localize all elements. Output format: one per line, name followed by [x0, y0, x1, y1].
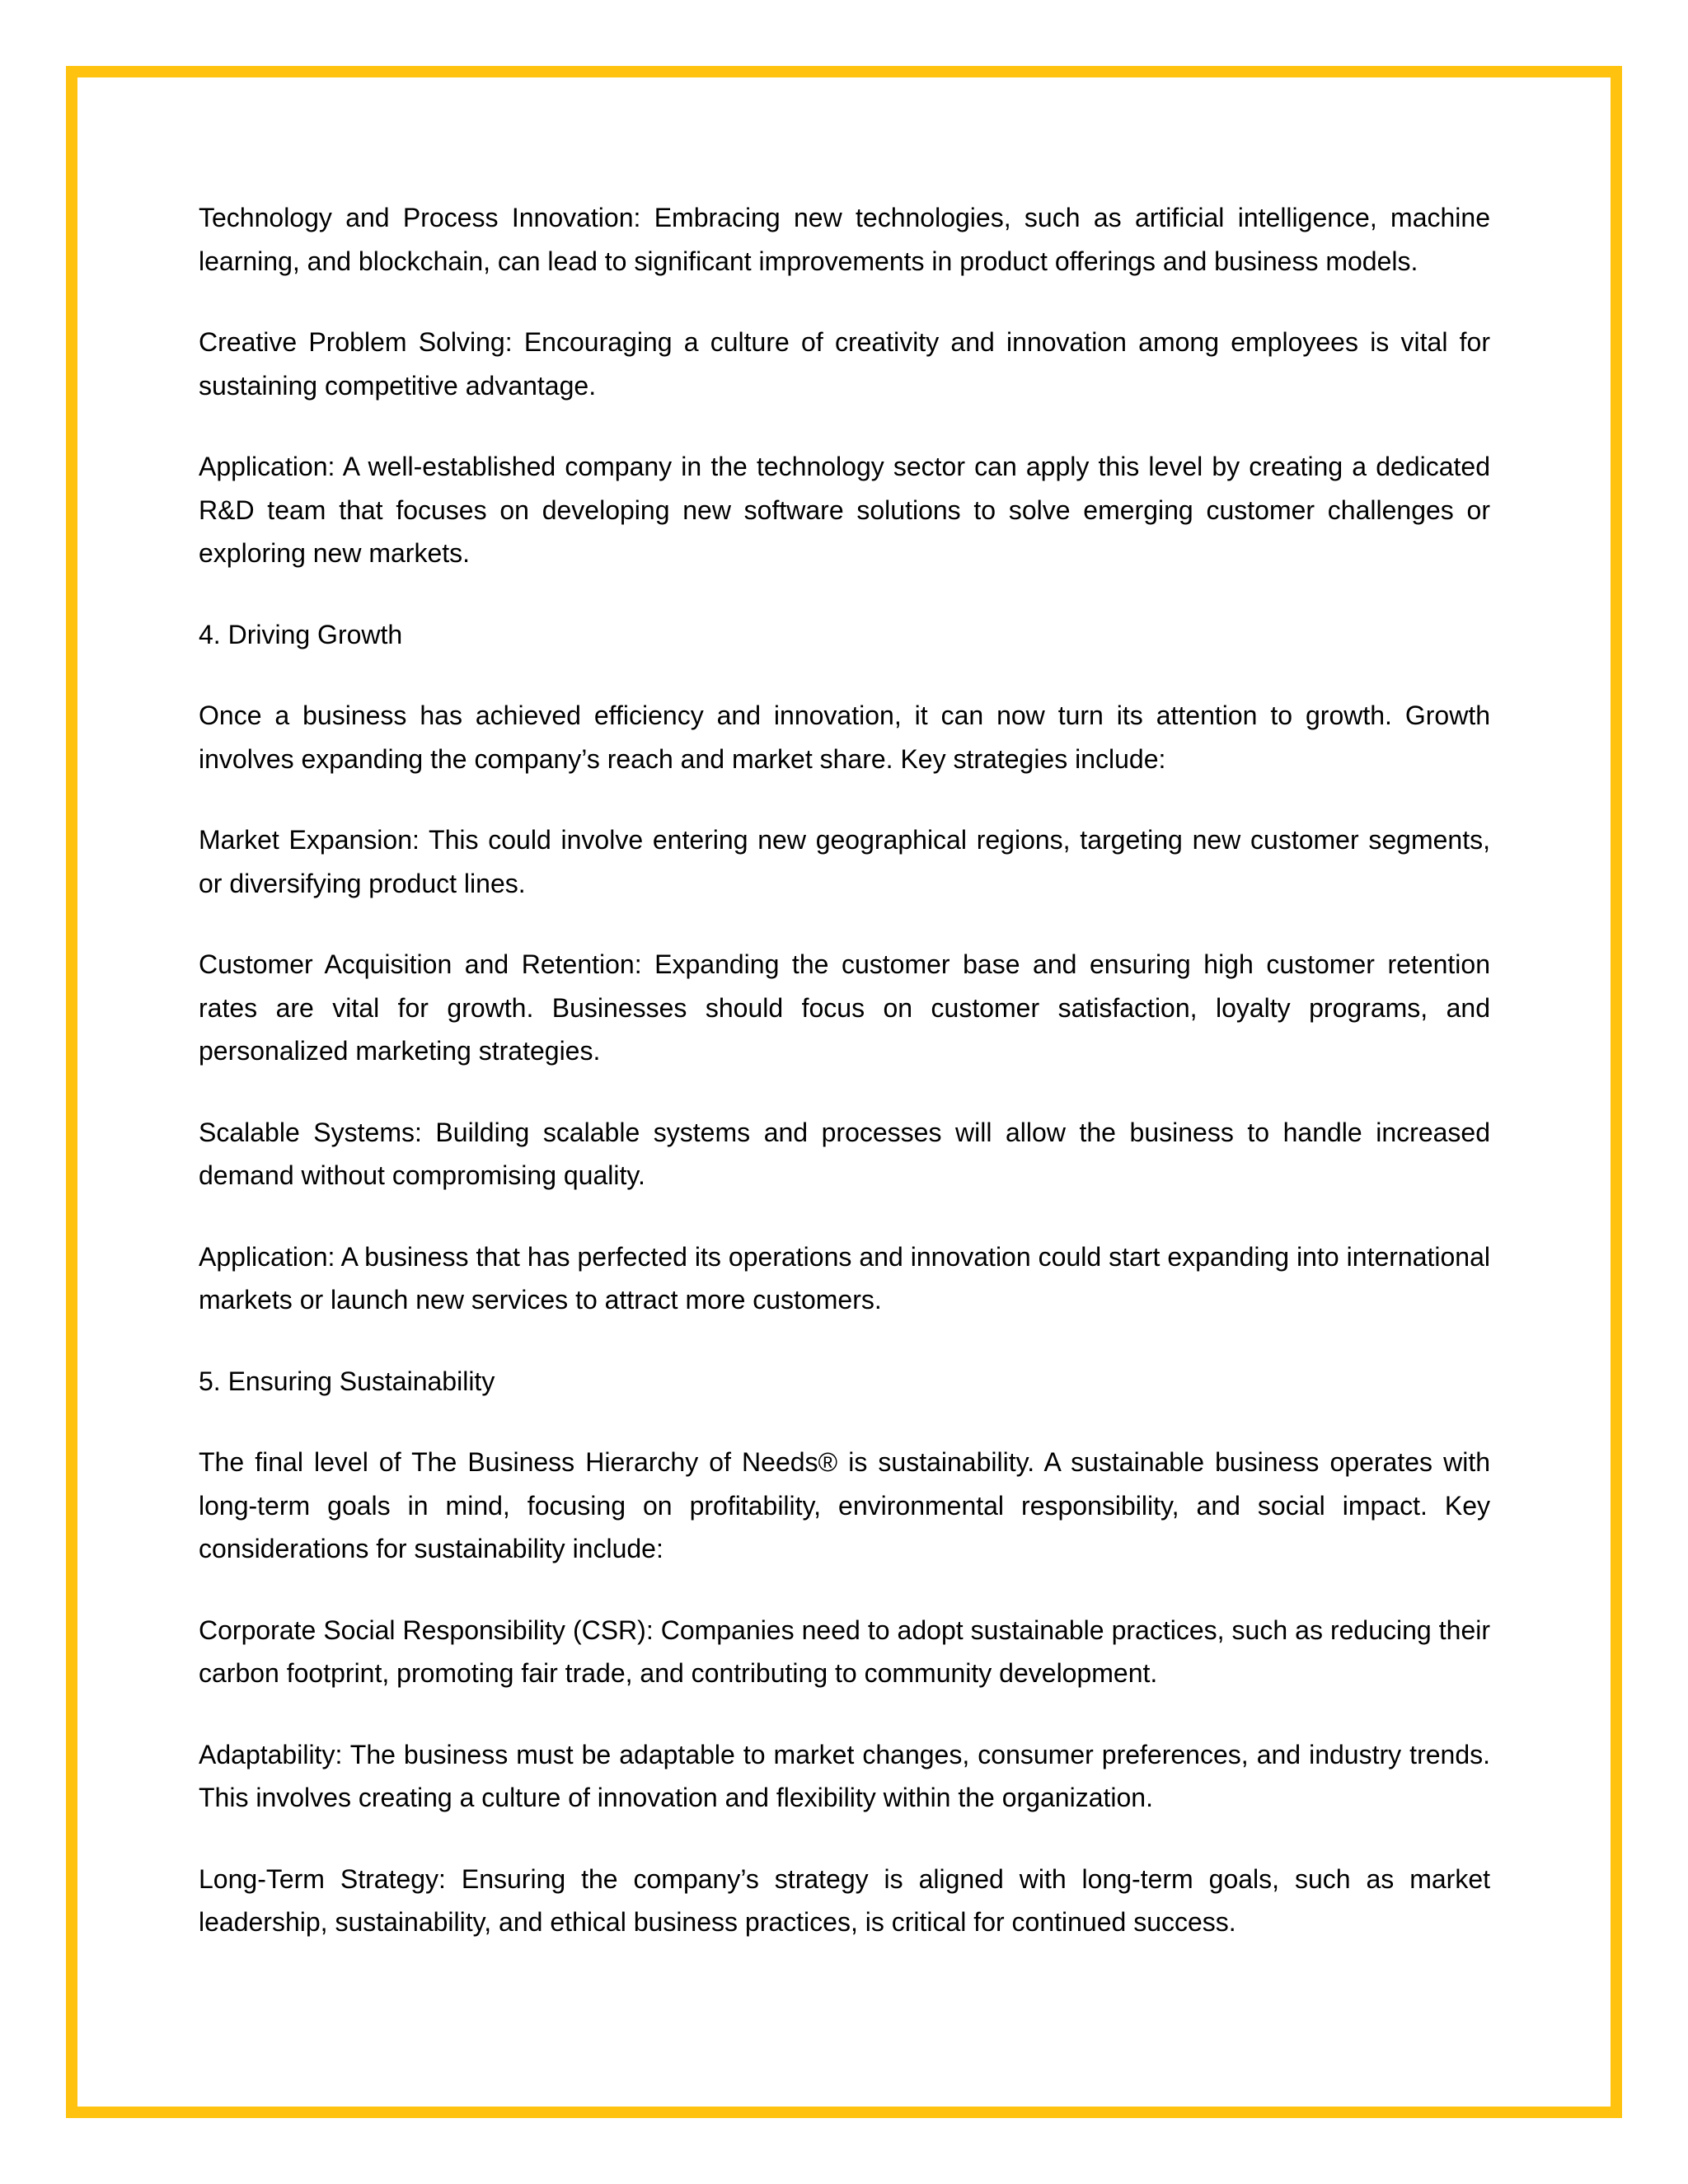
paragraph-growth-intro: Once a business has achieved efficiency and innovation, it can now turn its attention to growth. Growth involves expanding the company’s reach and market share. Key strategies include: — [199, 701, 1490, 774]
paragraph-csr: Corporate Social Responsibility (CSR): Companies need to adopt sustainable practices, such as reducing their carbon footprint, promoting fair trade, and contributing to community development. — [199, 1615, 1490, 1688]
section-heading-ensuring-sustainability: 5. Ensuring Sustainability — [199, 1366, 495, 1396]
paragraph-growth-application: Application: A business that has perfected its operations and innovation could start expanding into international markets or launch new services to attract more customers. — [199, 1241, 1490, 1315]
paragraph-technology-process-innovation: Technology and Process Innovation: Embracing new technologies, such as artificial intelligence, machine learning, and blockchain, can lead to significant improvements in product offerings and business models. — [199, 203, 1490, 276]
paragraph-market-expansion: Market Expansion: This could involve entering new geographical regions, targeting new customer segments, or diversifying product lines. — [199, 825, 1490, 898]
paragraph-scalable-systems: Scalable Systems: Building scalable systems and processes will allow the business to handle increased demand without compromising quality. — [199, 1117, 1490, 1190]
section-heading-driving-growth: 4. Driving Growth — [199, 619, 403, 649]
paragraph-long-term-strategy: Long-Term Strategy: Ensuring the company’s strategy is aligned with long-term goals, such as market leadership, sustainability, and ethical business practices, is critical for continued success. — [199, 1863, 1490, 1937]
paragraph-customer-acquisition-retention: Customer Acquisition and Retention: Expanding the customer base and ensuring high customer retention rates are vital for growth. Businesses should focus on customer satisfaction, loyalty programs, and personalized marketing strategies. — [199, 949, 1490, 1066]
paragraph-adaptability: Adaptability: The business must be adaptable to market changes, consumer preferences, and industry trends. This involves creating a culture of innovation and flexibility within the organization. — [199, 1739, 1490, 1812]
paragraph-sustainability-intro: The final level of The Business Hierarchy of Needs® is sustainability. A sustainable business operates with long-term goals in mind, focusing on profitability, environmental responsibility, and social impact. Key considerations for sustainability include: — [199, 1447, 1490, 1563]
document-body — [199, 196, 1490, 1982]
paragraph-innovation-application: Application: A well-established company in the technology sector can apply this level by creating a dedicated R&D team that focuses on developing new software solutions to solve emerging customer challenges or exploring new markets. — [199, 452, 1490, 568]
paragraph-creative-problem-solving: Creative Problem Solving: Encouraging a culture of creativity and innovation among employees is vital for sustaining competitive advantage. — [199, 327, 1490, 401]
